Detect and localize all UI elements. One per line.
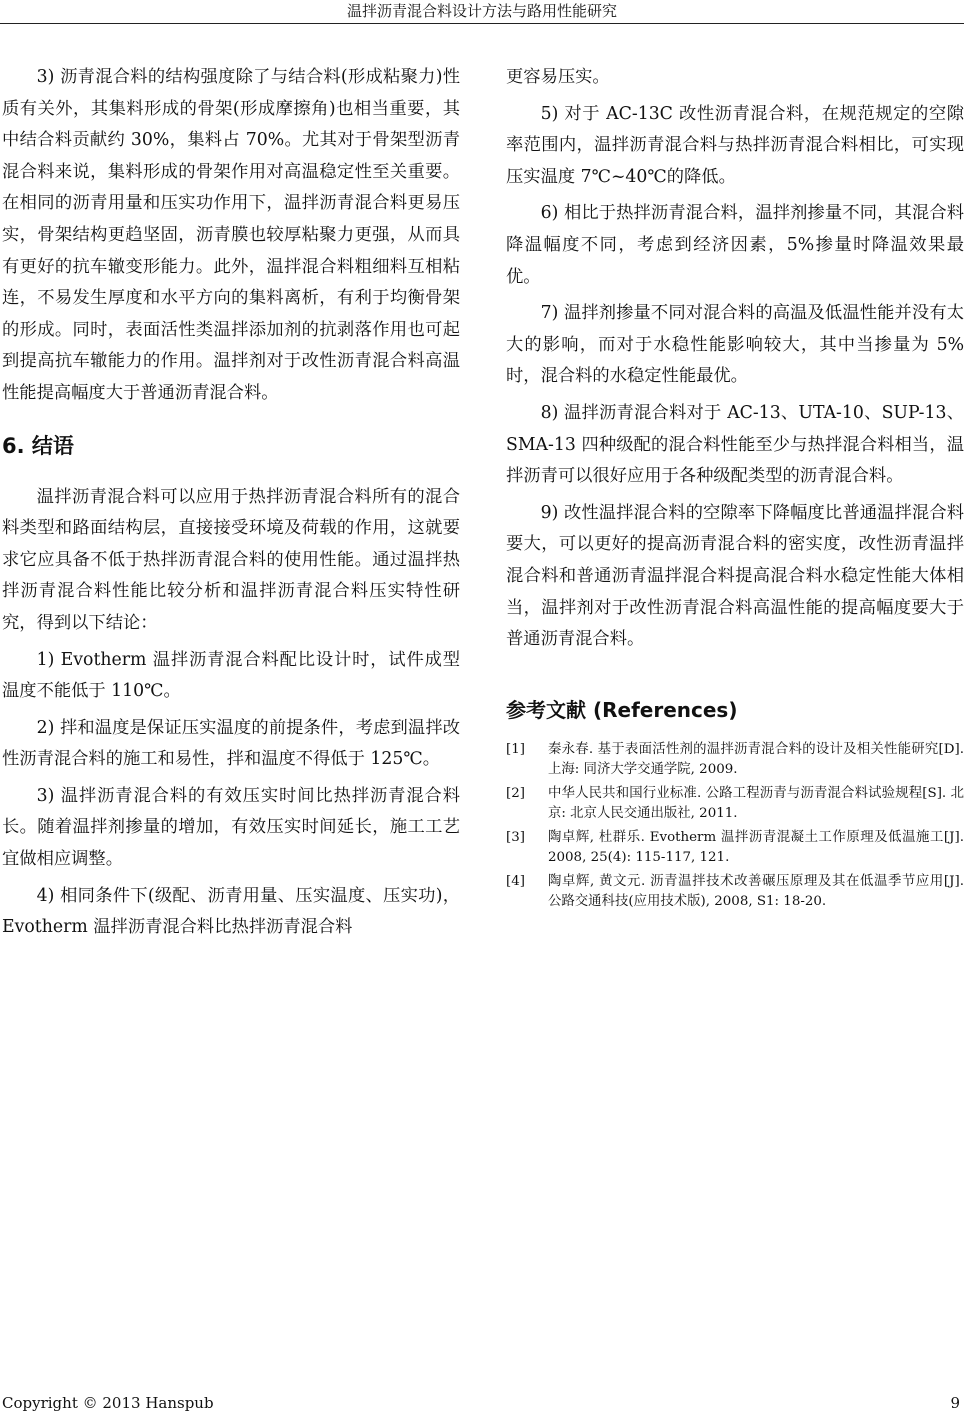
conclusion-item-9: 9) 改性温拌混合料的空隙率下降幅度比普通温拌混合料要大，可以更好的提高沥青混合料的密实度，改性沥青温拌混合料和普通沥青温拌混合料提高混合料水稳定性能大体相当，温拌剂对于改性沥青混合料高温性能的提高幅度要大于普通沥青混合料。 [506,502,964,650]
conclusion-item-3: 3) 温拌沥青混合料的有效压实时间比热拌沥青混合料长。随着温拌剂掺量的增加，有效压实时间延长，施工工艺宜做相应调整。 [2,785,460,870]
conclusion-item-6: 6) 相比于热拌沥青混合料，温拌剂掺量不同，其混合料降温幅度不同，考虑到经济因素，5%掺量时降温效果最优。 [506,203,964,287]
reference-text: 中华人民共和国行业标准. 公路工程沥青与沥青混合料试验规程[S]. 北京: 北京人民交通出版社, 2011. [548,785,964,821]
reference-number: [1] [506,741,525,757]
conclusion-item-2: 2) 拌和温度是保证压实温度的前提条件，考虑到温拌改性沥青混合料的施工和易性，拌和温度不得低于 125℃。 [2,717,460,770]
conclusion-item-4-continued: 更容易压实。 [506,67,610,87]
conclusion-intro: 温拌沥青混合料可以应用于热拌沥青混合料所有的混合料类型和路面结构层，直接接受环境及荷载的作用，这就要求它应具备不低于热拌沥青混合料的使用性能。通过温拌热拌沥青混合料性能比较分析和温拌沥青混合料压实特性研究，得到以下结论： [2,486,460,633]
reference-text: 陶卓辉, 杜群乐. Evotherm 温拌沥青混凝土工作原理及低温施工[J]. 2008, 25(4): 115-117, 121. [548,829,964,865]
conclusion-item-5: 5) 对于 AC-13C 改性沥青混合料，在规范规定的空隙率范围内，温拌沥青混合料与热拌沥青混合料相比，可实现压实温度 7℃~40℃的降低。 [506,103,964,187]
reference-text: 陶卓辉, 黄文元. 沥青温拌技术改善碾压原理及其在低温季节应用[J]. 公路交通科技(应用技术版), 2008, S1: 18-20. [548,873,964,909]
reference-number: [2] [506,785,525,801]
reference-number: [4] [506,873,525,889]
running-header: 温拌沥青混合料设计方法与路用性能研究 [0,0,964,24]
left-column [2,62,460,949]
copyright-notice: Copyright © 2013 Hanspub [2,1394,214,1412]
conclusion-item-4: 4) 相同条件下(级配、沥青用量、压实温度、压实功)，Evotherm 温拌沥青混合料比热拌沥青混合料 [2,885,460,938]
page-number: 9 [950,1394,960,1412]
conclusion-item-8: 8) 温拌沥青混合料对于 AC-13、UTA-10、SUP-13、SMA-13 四种级配的混合料性能至少与热拌混合料相当，温拌沥青可以很好应用于各种级配类型的沥青混合料。 [506,402,964,487]
reference-number: [3] [506,829,525,845]
paragraph-3: 3) 沥青混合料的结构强度除了与结合料(形成粘聚力)性质有关外，其集料形成的骨架(形成摩擦角)也相当重要，其中结合料贡献约 30%，集料占 70%。尤其对于骨架型沥青混合料来说，集料形成的骨架作用对高温稳定性至关重要。在相同的沥青用量和压实功作用下，温拌沥青混合料更易压实，骨架结构更趋坚固，沥青膜也较厚粘聚力更强，从而具有更好的抗车辙变形能力。此外，温拌混合料粗细料互相粘连，不易发生厚度和水平方向的集料离析，有利于均衡骨架的形成。同时，表面活性类温拌添加剂的抗剥落作用也可起到提高抗车辙能力的作用。温拌剂对于改性沥青混合料高温性能提高幅度大于普通沥青混合料。 [2,67,460,403]
section-title-conclusion: 6. 结语 [2,433,74,458]
right-column [506,62,964,916]
reference-list [506,740,964,912]
reference-text: 秦永春. 基于表面活性剂的温拌沥青混合料的设计及相关性能研究[D]. 上海: 同济大学交通学院, 2009. [548,741,964,777]
reference-item [506,828,964,868]
reference-item [506,872,964,912]
references-heading: 参考文献 (References) [506,697,738,722]
reference-item [506,784,964,824]
reference-item [506,740,964,780]
conclusion-item-1: 1) Evotherm 温拌沥青混合料配比设计时，试件成型温度不能低于 110℃。 [2,649,460,702]
conclusion-item-7: 7) 温拌剂掺量不同对混合料的高温及低温性能并没有太大的影响，而对于水稳性能影响较大，其中当掺量为 5%时，混合料的水稳定性能最优。 [506,303,964,387]
